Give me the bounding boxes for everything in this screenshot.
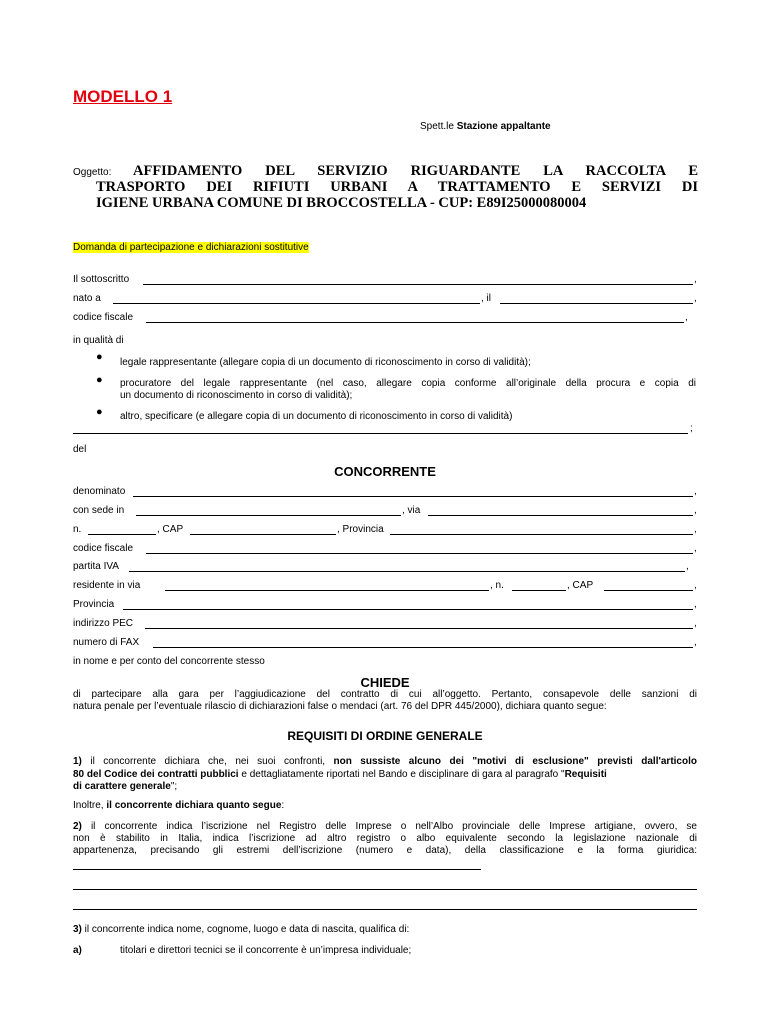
- in-nome-per-conto: in nome e per conto del concorrente stesso: [73, 656, 265, 667]
- altro-field[interactable]: [73, 433, 688, 434]
- oggetto-label: Oggetto:: [73, 167, 112, 178]
- paragraph-1-line-3: di carattere generale";: [73, 781, 178, 792]
- heading-concorrente: CONCORRENTE: [334, 464, 436, 479]
- item-a-text: titolari e direttori tecnici se il concorrente è un’impresa individuale;: [120, 945, 412, 956]
- label-fax: numero di FAX: [73, 637, 140, 648]
- bullet-icon[interactable]: ●: [96, 374, 103, 386]
- label-sottoscritto: Il sottoscritto: [73, 274, 130, 285]
- label-nato-a: nato a: [73, 293, 101, 304]
- fax-field[interactable]: [153, 647, 693, 648]
- denominato-field[interactable]: [133, 496, 693, 497]
- cap-2-field[interactable]: [604, 590, 693, 591]
- option-procuratore-line-2: un documento di riconoscimento in corso di validità);: [120, 390, 353, 401]
- option-procuratore-line-1: procuratore del legale rappresentante (nel caso, allegare copia conforme all’originale della procura e copia di: [120, 378, 696, 389]
- item-a-label: a): [73, 945, 82, 956]
- label-con-sede: con sede in: [73, 505, 125, 516]
- paragraph-2-line-1: 2) il concorrente indica l’iscrizione nel Registro delle Imprese o nell’Albo provinciale delle Imprese artigiane, ovvero, se: [73, 821, 697, 832]
- label-cap2: , CAP: [567, 580, 594, 591]
- data-nascita-field[interactable]: [500, 303, 693, 304]
- heading-chiede: CHIEDE: [360, 675, 410, 690]
- paragraph-2-line-3: appartenenza, precisando gli estremi dell’iscrizione (numero e data), della classificazione e la forma giuridica:: [73, 845, 697, 856]
- label-partita-iva: partita IVA: [73, 561, 119, 572]
- label-provincia-inline: , Provincia: [337, 524, 384, 535]
- label-n2: , n.: [490, 580, 504, 591]
- option-legale-rappresentante: legale rappresentante (allegare copia di un documento di riconoscimento in corso di validità);: [120, 357, 531, 368]
- paragraph-2-line-2: non è stabilito in Italia, indica l’iscrizione ad altro registro o albo equivalente secondo la legislazione nazionale di: [73, 833, 697, 844]
- provincia-field[interactable]: [123, 609, 693, 610]
- numero-civico-field[interactable]: [88, 534, 156, 535]
- label-il: , il: [481, 293, 491, 304]
- numero-civico-2-field[interactable]: [512, 590, 566, 591]
- label-cap: , CAP: [157, 524, 184, 535]
- label-via: , via: [402, 505, 421, 516]
- residente-via-field[interactable]: [165, 590, 489, 591]
- label-del: del: [73, 444, 87, 455]
- section-subtitle: Domanda di partecipazione e dichiarazioni sostitutive: [73, 242, 309, 253]
- sede-field[interactable]: [136, 515, 401, 516]
- codice-fiscale-concorrente-field[interactable]: [146, 553, 693, 554]
- label-provincia: Provincia: [73, 599, 115, 610]
- iscrizione-field-3[interactable]: [73, 909, 697, 910]
- iscrizione-field-1[interactable]: [73, 869, 481, 870]
- oggetto-line-1: AFFIDAMENTO DEL SERVIZIO RIGUARDANTE LA RACCOLTA E: [133, 163, 698, 179]
- partita-iva-field[interactable]: [129, 571, 685, 572]
- cap-field[interactable]: [190, 534, 336, 535]
- label-n: n.: [73, 524, 82, 535]
- paragraph-3: 3) il concorrente indica nome, cognome, luogo e data di nascita, qualifica di:: [73, 924, 410, 935]
- bullet-icon[interactable]: ●: [96, 406, 103, 418]
- paragraph-1-line-1: 1) il concorrente dichiara che, nei suoi confronti, non sussiste alcuno dei "motivi di esclusione" previsti dall'articolo: [73, 756, 697, 767]
- label-codice-fiscale: codice fiscale: [73, 312, 134, 323]
- inoltre-line: Inoltre, il concorrente dichiara quanto segue:: [73, 800, 285, 811]
- option-altro: altro, specificare (e allegare copia di un documento di riconoscimento in corso di validità): [120, 411, 513, 422]
- recipient-prefix: Spett.le: [420, 121, 457, 132]
- heading-requisiti: REQUISITI DI ORDINE GENERALE: [287, 729, 483, 743]
- codice-fiscale-field[interactable]: [146, 322, 684, 323]
- chiede-line-2: natura penale per l’eventuale rilascio di dichiarazioni false o mendaci (art. 76 del DPR 445/2000), dichiara quanto segue:: [73, 701, 607, 712]
- document-title: MODELLO 1: [73, 87, 173, 106]
- oggetto-line-2: TRASPORTO DEI RIFIUTI URBANI A TRATTAMENTO E SERVIZI DI: [96, 179, 698, 195]
- provincia-inline-field[interactable]: [390, 534, 693, 535]
- luogo-nascita-field[interactable]: [113, 303, 480, 304]
- paragraph-1-line-2: 80 del Codice dei contratti pubblici e dettagliatamente riportati nel Bando e disciplinare di gara al paragrafo "Requisiti: [73, 769, 607, 780]
- sottoscritto-field[interactable]: [143, 284, 693, 285]
- iscrizione-field-2[interactable]: [73, 889, 697, 890]
- label-denominato: denominato: [73, 486, 126, 497]
- recipient-name: Stazione appaltante: [456, 121, 551, 132]
- via-field[interactable]: [428, 515, 693, 516]
- bullet-icon[interactable]: ●: [96, 351, 103, 363]
- chiede-line-1: di partecipare alla gara per l’aggiudicazione del contratto di cui all’oggetto. Pertanto, consapevole delle sanzioni di: [73, 689, 697, 700]
- recipient: [420, 121, 551, 132]
- label-pec: indirizzo PEC: [73, 618, 134, 629]
- label-in-qualita: in qualità di: [73, 335, 124, 346]
- oggetto-line-3: IGIENE URBANA COMUNE DI BROCCOSTELLA - CUP: E89I25000080004: [96, 195, 587, 211]
- label-residente: residente in via: [73, 580, 141, 591]
- label-codice-fiscale-concorrente: codice fiscale: [73, 543, 134, 554]
- pec-field[interactable]: [145, 628, 693, 629]
